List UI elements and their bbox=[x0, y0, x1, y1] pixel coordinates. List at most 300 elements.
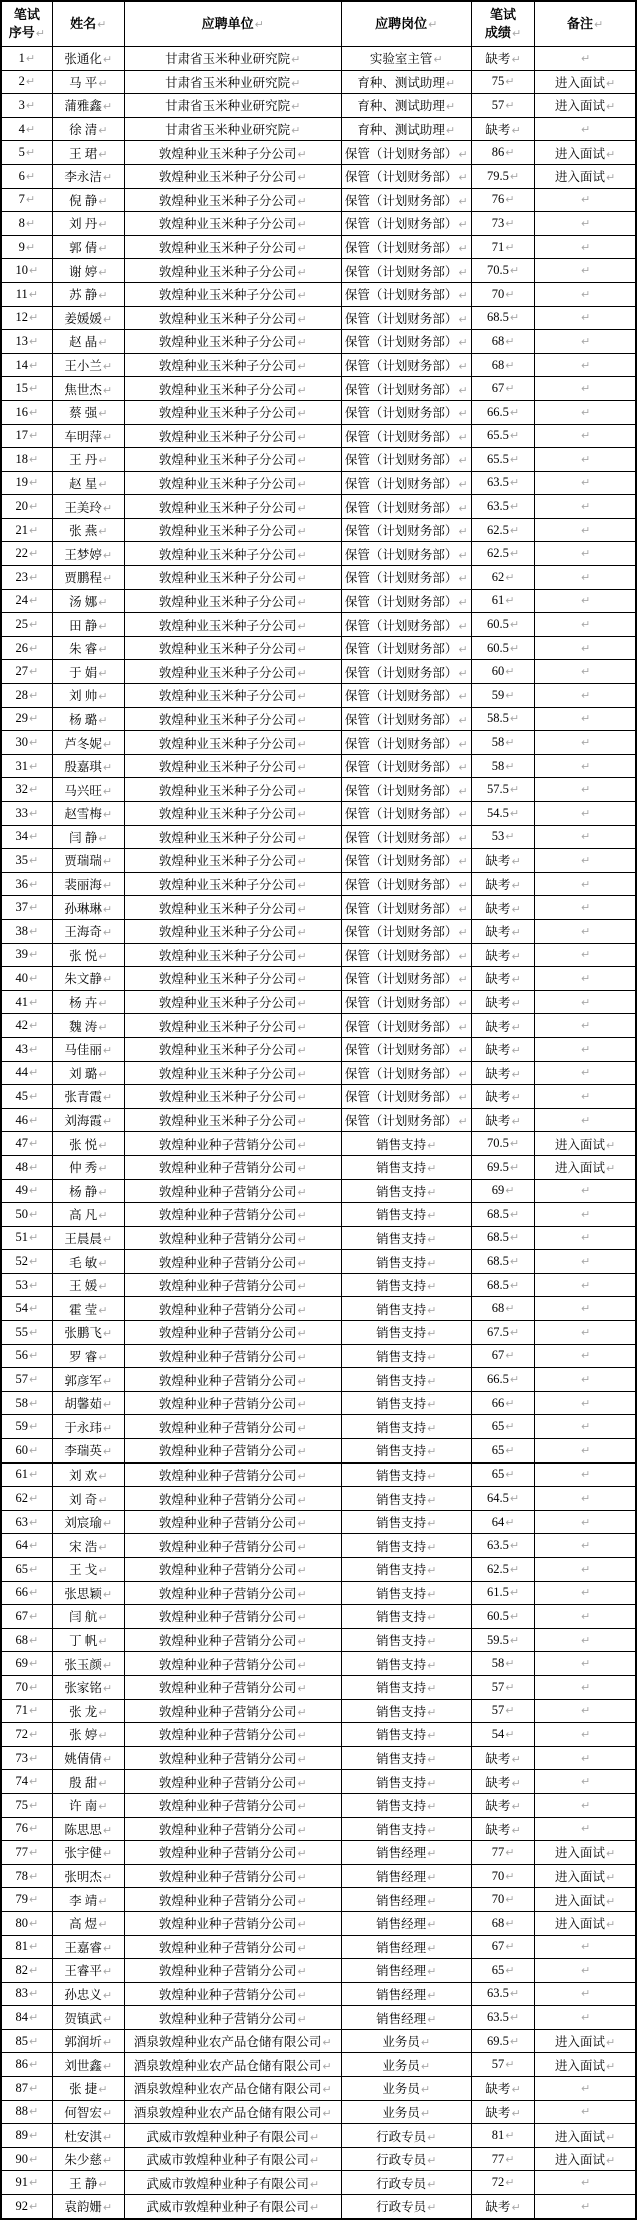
cell-position-text: 保管（计划财务部） bbox=[344, 760, 458, 775]
paragraph-mark-icon: ↵ bbox=[297, 336, 307, 350]
cell-name bbox=[52, 1675, 124, 1699]
paragraph-mark-icon: ↵ bbox=[427, 1398, 437, 1412]
cell-name bbox=[52, 778, 124, 802]
cell-name-text: 芦冬妮 bbox=[64, 736, 102, 751]
cell-name-text: 田 静 bbox=[69, 618, 98, 633]
cell-score-text: 63.5 bbox=[487, 2010, 509, 2025]
table-row bbox=[1, 306, 636, 330]
paragraph-mark-icon: ↵ bbox=[580, 1704, 591, 1718]
paragraph-mark-icon: ↵ bbox=[98, 997, 108, 1011]
cell-position bbox=[341, 1770, 471, 1794]
cell-name bbox=[52, 1652, 124, 1676]
paragraph-mark-icon: ↵ bbox=[505, 1893, 515, 1907]
cell-unit bbox=[124, 47, 341, 71]
paragraph-mark-icon: ↵ bbox=[98, 713, 108, 727]
cell-position-text: 销售支持 bbox=[376, 1231, 427, 1246]
paragraph-mark-icon: ↵ bbox=[297, 619, 307, 633]
paragraph-mark-icon: ↵ bbox=[509, 1586, 520, 1600]
cell-unit-text: 敦煌种业种子营销分公司 bbox=[158, 1634, 297, 1649]
cell-score-text: 缺考 bbox=[485, 1775, 511, 1790]
cell-position-text: 保管（计划财务部） bbox=[344, 359, 458, 374]
cell-exam-no-text: 21 bbox=[15, 522, 28, 537]
paragraph-mark-icon: ↵ bbox=[98, 1918, 108, 1932]
paragraph-mark-icon: ↵ bbox=[458, 1091, 468, 1105]
cell-name-text: 张 悦 bbox=[69, 948, 98, 963]
table-row bbox=[1, 1581, 636, 1605]
cell-name bbox=[52, 1959, 124, 1983]
cell-unit-text: 敦煌种业种子营销分公司 bbox=[158, 1870, 297, 1885]
cell-unit-text: 敦煌种业种子营销分公司 bbox=[158, 1184, 297, 1199]
cell-score-text: 57 bbox=[491, 97, 505, 112]
cell-remark bbox=[535, 47, 636, 71]
cell-exam-no bbox=[1, 943, 52, 967]
cell-unit bbox=[124, 1132, 341, 1156]
table-row bbox=[1, 566, 636, 590]
cell-position bbox=[341, 1463, 471, 1487]
cell-position-text: 保管（计划财务部） bbox=[344, 429, 458, 444]
cell-exam-no bbox=[1, 259, 52, 283]
cell-exam-no-text: 42 bbox=[15, 1018, 28, 1033]
cell-exam-no-text: 48 bbox=[15, 1159, 28, 1174]
paragraph-mark-icon: ↵ bbox=[98, 1729, 108, 1743]
table-row bbox=[1, 1226, 636, 1250]
cell-remark-text: 进入面试 bbox=[554, 1870, 605, 1885]
paragraph-mark-icon: ↵ bbox=[427, 1682, 437, 1696]
cell-name bbox=[52, 1037, 124, 1061]
cell-exam-no-text: 59 bbox=[15, 1419, 28, 1434]
paragraph-mark-icon: ↵ bbox=[102, 100, 113, 114]
paragraph-mark-icon: ↵ bbox=[297, 1918, 307, 1932]
cell-score-text: 缺考 bbox=[485, 1090, 511, 1105]
cell-unit-text: 敦煌种业玉米种子分公司 bbox=[158, 760, 297, 775]
cell-score bbox=[471, 1558, 534, 1582]
cell-exam-no-text: 72 bbox=[15, 1726, 28, 1741]
cell-score-text: 58.5 bbox=[487, 711, 509, 726]
paragraph-mark-icon: ↵ bbox=[580, 1278, 591, 1292]
cell-exam-no-text: 85 bbox=[15, 2033, 28, 2048]
cell-remark-text: 进入面试 bbox=[554, 1893, 605, 1908]
paragraph-mark-icon: ↵ bbox=[297, 1564, 307, 1578]
paragraph-mark-icon: ↵ bbox=[297, 147, 307, 161]
cell-exam-no bbox=[1, 47, 52, 71]
cell-exam-no bbox=[1, 1935, 52, 1959]
paragraph-mark-icon: ↵ bbox=[98, 1800, 108, 1814]
paragraph-mark-icon: ↵ bbox=[427, 1988, 437, 2002]
cell-score-text: 81 bbox=[491, 2128, 505, 2143]
cell-unit bbox=[124, 471, 341, 495]
cell-position bbox=[341, 495, 471, 519]
cell-score bbox=[471, 2077, 534, 2101]
cell-exam-no bbox=[1, 1487, 52, 1511]
paragraph-mark-icon: ↵ bbox=[297, 1044, 307, 1058]
paragraph-mark-icon: ↵ bbox=[427, 1918, 437, 1932]
table-row bbox=[1, 94, 636, 118]
paragraph-mark-icon: ↵ bbox=[427, 1445, 437, 1459]
cell-name bbox=[52, 1723, 124, 1747]
paragraph-mark-icon: ↵ bbox=[297, 360, 307, 374]
cell-unit-text: 敦煌种业种子营销分公司 bbox=[158, 1846, 297, 1861]
cell-position-text: 行政专员 bbox=[376, 2129, 427, 2144]
cell-score bbox=[471, 1061, 534, 1085]
paragraph-mark-icon: ↵ bbox=[297, 454, 307, 468]
cell-unit-text: 甘肃省玉米种业研究院 bbox=[165, 123, 291, 138]
paragraph-mark-icon: ↵ bbox=[98, 1635, 108, 1649]
paragraph-mark-icon: ↵ bbox=[509, 1633, 520, 1647]
cell-remark bbox=[535, 1368, 636, 1392]
paragraph-mark-icon: ↵ bbox=[28, 547, 39, 561]
table-row bbox=[1, 2195, 636, 2219]
cell-score bbox=[471, 919, 534, 943]
paragraph-mark-icon: ↵ bbox=[580, 853, 591, 867]
cell-position-text: 保管（计划财务部） bbox=[344, 547, 458, 562]
paragraph-mark-icon: ↵ bbox=[28, 429, 39, 443]
cell-remark bbox=[535, 1888, 636, 1912]
cell-remark bbox=[535, 990, 636, 1014]
cell-score-text: 缺考 bbox=[485, 1799, 511, 1814]
paragraph-mark-icon: ↵ bbox=[458, 1067, 468, 1081]
paragraph-mark-icon: ↵ bbox=[580, 1492, 591, 1506]
cell-exam-no bbox=[1, 2053, 52, 2077]
cell-score-text: 59 bbox=[491, 687, 505, 702]
cell-remark bbox=[535, 802, 636, 826]
cell-name bbox=[52, 400, 124, 424]
paragraph-mark-icon: ↵ bbox=[297, 902, 307, 916]
cell-score-text: 62.5 bbox=[487, 546, 509, 561]
paragraph-mark-icon: ↵ bbox=[458, 595, 468, 609]
cell-position bbox=[341, 707, 471, 731]
paragraph-mark-icon: ↵ bbox=[580, 1255, 591, 1269]
cell-exam-no bbox=[1, 1415, 52, 1439]
cell-score bbox=[471, 1273, 534, 1297]
cell-unit bbox=[124, 566, 341, 590]
cell-name-text: 张家铭 bbox=[64, 1681, 102, 1696]
paragraph-mark-icon: ↵ bbox=[605, 1918, 616, 1932]
cell-position-text: 销售支持 bbox=[376, 1775, 427, 1790]
paragraph-mark-icon: ↵ bbox=[605, 2036, 616, 2050]
cell-unit bbox=[124, 1250, 341, 1274]
paragraph-mark-icon: ↵ bbox=[297, 312, 307, 326]
cell-name bbox=[52, 542, 124, 566]
paragraph-mark-icon: ↵ bbox=[25, 75, 36, 89]
cell-remark bbox=[535, 1463, 636, 1487]
paragraph-mark-icon: ↵ bbox=[297, 1682, 307, 1696]
paragraph-mark-icon: ↵ bbox=[102, 2154, 113, 2168]
cell-exam-no-text: 65 bbox=[15, 1561, 28, 1576]
cell-score-text: 66.5 bbox=[487, 404, 509, 419]
paragraph-mark-icon: ↵ bbox=[297, 1800, 307, 1814]
paragraph-mark-icon: ↵ bbox=[420, 2036, 431, 2050]
cell-unit-text: 敦煌种业玉米种子分公司 bbox=[158, 453, 297, 468]
cell-exam-no-text: 27 bbox=[15, 664, 28, 679]
cell-remark bbox=[535, 141, 636, 165]
paragraph-mark-icon: ↵ bbox=[291, 100, 301, 114]
paragraph-mark-icon: ↵ bbox=[28, 1633, 39, 1647]
paragraph-mark-icon: ↵ bbox=[28, 783, 39, 797]
cell-unit bbox=[124, 754, 341, 778]
cell-unit-text: 敦煌种业玉米种子分公司 bbox=[158, 288, 297, 303]
cell-score-text: 77 bbox=[491, 2151, 505, 2166]
paragraph-mark-icon: ↵ bbox=[102, 1941, 113, 1955]
paragraph-mark-icon: ↵ bbox=[593, 17, 604, 31]
cell-unit-text: 酒泉敦煌种业农产品仓储有限公司 bbox=[133, 2105, 322, 2120]
cell-remark bbox=[535, 1391, 636, 1415]
cell-exam-no-text: 79 bbox=[15, 1892, 28, 1907]
paragraph-mark-icon: ↵ bbox=[322, 2036, 332, 2050]
paragraph-mark-icon: ↵ bbox=[580, 1633, 591, 1647]
cell-name bbox=[52, 1179, 124, 1203]
cell-exam-no-text: 74 bbox=[15, 1774, 28, 1789]
table-row bbox=[1, 1628, 636, 1652]
cell-score-text: 76 bbox=[491, 192, 505, 207]
paragraph-mark-icon: ↵ bbox=[605, 1162, 616, 1176]
cell-name-text: 王海奇 bbox=[64, 925, 102, 940]
cell-score-text: 70 bbox=[491, 1868, 505, 1883]
cell-name-text: 郭润圻 bbox=[64, 2035, 102, 2050]
cell-name bbox=[52, 330, 124, 354]
cell-name-text: 王美玲 bbox=[64, 500, 102, 515]
cell-score bbox=[471, 990, 534, 1014]
paragraph-mark-icon: ↵ bbox=[509, 1325, 520, 1339]
cell-position bbox=[341, 1699, 471, 1723]
cell-name bbox=[52, 1439, 124, 1463]
paragraph-mark-icon: ↵ bbox=[458, 997, 468, 1011]
cell-position bbox=[341, 1888, 471, 1912]
paragraph-mark-icon: ↵ bbox=[297, 289, 307, 303]
paragraph-mark-icon: ↵ bbox=[297, 548, 307, 562]
cell-exam-no-text: 8 bbox=[18, 215, 25, 230]
cell-remark bbox=[535, 1723, 636, 1747]
paragraph-mark-icon: ↵ bbox=[580, 2199, 591, 2213]
paragraph-mark-icon: ↵ bbox=[580, 264, 591, 278]
cell-remark bbox=[535, 1770, 636, 1794]
cell-score bbox=[471, 1959, 534, 1983]
header-label: 笔试 bbox=[13, 6, 40, 22]
paragraph-mark-icon: ↵ bbox=[28, 1207, 39, 1221]
cell-exam-no bbox=[1, 1344, 52, 1368]
paragraph-mark-icon: ↵ bbox=[580, 1775, 591, 1789]
cell-position-text: 保管（计划财务部） bbox=[344, 335, 458, 350]
table-row bbox=[1, 1510, 636, 1534]
table-row bbox=[1, 1982, 636, 2006]
cell-position-text: 销售支持 bbox=[376, 1161, 427, 1176]
cell-remark bbox=[535, 1864, 636, 1888]
paragraph-mark-icon: ↵ bbox=[98, 1162, 108, 1176]
cell-unit-text: 甘肃省玉米种业研究院 bbox=[165, 99, 291, 114]
cell-score bbox=[471, 1226, 534, 1250]
paragraph-mark-icon: ↵ bbox=[509, 618, 520, 632]
paragraph-mark-icon: ↵ bbox=[433, 53, 443, 67]
paragraph-mark-icon: ↵ bbox=[580, 523, 591, 537]
cell-position-text: 保管（计划财务部） bbox=[344, 830, 458, 845]
cell-position bbox=[341, 872, 471, 896]
paragraph-mark-icon: ↵ bbox=[580, 1443, 591, 1457]
cell-unit bbox=[124, 2053, 341, 2077]
cell-remark bbox=[535, 2124, 636, 2148]
cell-remark bbox=[535, 636, 636, 660]
paragraph-mark-icon: ↵ bbox=[580, 1940, 591, 1954]
cell-remark bbox=[535, 1344, 636, 1368]
paragraph-mark-icon: ↵ bbox=[580, 1609, 591, 1623]
cell-name-text: 朱文静 bbox=[64, 972, 102, 987]
paragraph-mark-icon: ↵ bbox=[297, 1871, 307, 1885]
cell-position bbox=[341, 967, 471, 991]
cell-remark bbox=[535, 896, 636, 920]
paragraph-mark-icon: ↵ bbox=[102, 761, 113, 775]
paragraph-mark-icon: ↵ bbox=[580, 1751, 591, 1765]
paragraph-mark-icon: ↵ bbox=[28, 382, 39, 396]
cell-score bbox=[471, 1085, 534, 1109]
paragraph-mark-icon: ↵ bbox=[427, 1469, 437, 1483]
cell-exam-no bbox=[1, 94, 52, 118]
cell-position bbox=[341, 2053, 471, 2077]
cell-score bbox=[471, 1723, 534, 1747]
table-row bbox=[1, 1888, 636, 1912]
cell-unit-text: 敦煌种业玉米种子分公司 bbox=[158, 429, 297, 444]
table-row bbox=[1, 589, 636, 613]
cell-name bbox=[52, 872, 124, 896]
paragraph-mark-icon: ↵ bbox=[28, 618, 39, 632]
cell-name bbox=[52, 1628, 124, 1652]
cell-unit-text: 敦煌种业种子营销分公司 bbox=[158, 1137, 297, 1152]
cell-unit bbox=[124, 1581, 341, 1605]
paragraph-mark-icon: ↵ bbox=[458, 666, 468, 680]
cell-score bbox=[471, 2195, 534, 2219]
paragraph-mark-icon: ↵ bbox=[505, 75, 515, 89]
cell-name-text: 姚倩倩 bbox=[64, 1752, 102, 1767]
cell-score bbox=[471, 1534, 534, 1558]
cell-name-text: 王 珺 bbox=[69, 146, 98, 161]
cell-exam-no bbox=[1, 70, 52, 94]
header-cell-name bbox=[52, 1, 124, 47]
paragraph-mark-icon: ↵ bbox=[580, 688, 591, 702]
cell-unit bbox=[124, 1864, 341, 1888]
paragraph-mark-icon: ↵ bbox=[297, 1280, 307, 1294]
paragraph-mark-icon: ↵ bbox=[297, 242, 307, 256]
paragraph-mark-icon: ↵ bbox=[102, 1847, 113, 1861]
cell-remark bbox=[535, 1628, 636, 1652]
cell-score bbox=[471, 849, 534, 873]
paragraph-mark-icon: ↵ bbox=[28, 1987, 39, 2001]
cell-unit-text: 敦煌种业玉米种子分公司 bbox=[158, 712, 297, 727]
cell-exam-no-text: 83 bbox=[15, 1986, 28, 2001]
cell-unit-text: 敦煌种业种子营销分公司 bbox=[158, 1610, 297, 1625]
cell-score-text: 75 bbox=[491, 74, 505, 89]
cell-unit bbox=[124, 825, 341, 849]
cell-position-text: 销售支持 bbox=[376, 1492, 427, 1507]
cell-remark bbox=[535, 400, 636, 424]
cell-position-text: 销售支持 bbox=[376, 1397, 427, 1412]
paragraph-mark-icon: ↵ bbox=[28, 2011, 39, 2025]
paragraph-mark-icon: ↵ bbox=[98, 666, 108, 680]
cell-name-text: 杨 卉 bbox=[69, 996, 98, 1011]
cell-position bbox=[341, 943, 471, 967]
paragraph-mark-icon: ↵ bbox=[427, 1847, 437, 1861]
table-row bbox=[1, 2006, 636, 2030]
table-row bbox=[1, 377, 636, 401]
paragraph-mark-icon: ↵ bbox=[297, 1753, 307, 1767]
cell-exam-no-text: 18 bbox=[15, 451, 28, 466]
cell-score-text: 缺考 bbox=[485, 854, 511, 869]
cell-exam-no bbox=[1, 1911, 52, 1935]
paragraph-mark-icon: ↵ bbox=[98, 336, 108, 350]
cell-name bbox=[52, 849, 124, 873]
cell-exam-no-text: 13 bbox=[15, 333, 28, 348]
cell-exam-no bbox=[1, 566, 52, 590]
paragraph-mark-icon: ↵ bbox=[420, 2083, 431, 2097]
cell-name bbox=[52, 212, 124, 236]
cell-name-text: 姜媛媛 bbox=[64, 311, 102, 326]
table-row bbox=[1, 684, 636, 708]
cell-position bbox=[341, 164, 471, 188]
paragraph-mark-icon: ↵ bbox=[25, 98, 36, 112]
cell-name bbox=[52, 353, 124, 377]
paragraph-mark-icon: ↵ bbox=[580, 476, 591, 490]
cell-position-text: 保管（计划财务部） bbox=[344, 665, 458, 680]
paragraph-mark-icon: ↵ bbox=[28, 1184, 39, 1198]
paragraph-mark-icon: ↵ bbox=[580, 877, 591, 891]
paragraph-mark-icon: ↵ bbox=[297, 1138, 307, 1152]
cell-name-text: 丁 帆 bbox=[69, 1634, 98, 1649]
paragraph-mark-icon: ↵ bbox=[580, 122, 591, 136]
table-row bbox=[1, 919, 636, 943]
cell-exam-no bbox=[1, 330, 52, 354]
cell-remark bbox=[535, 1226, 636, 1250]
cell-exam-no-text: 88 bbox=[15, 2104, 28, 2119]
cell-remark-text: 进入面试 bbox=[554, 2058, 605, 2073]
paragraph-mark-icon: ↵ bbox=[458, 430, 468, 444]
paragraph-mark-icon: ↵ bbox=[28, 2081, 39, 2095]
paragraph-mark-icon: ↵ bbox=[309, 2177, 320, 2191]
paragraph-mark-icon: ↵ bbox=[509, 264, 520, 278]
paragraph-mark-icon: ↵ bbox=[297, 407, 307, 421]
cell-name bbox=[52, 943, 124, 967]
cell-unit bbox=[124, 117, 341, 141]
paragraph-mark-icon: ↵ bbox=[297, 1350, 307, 1364]
paragraph-mark-icon: ↵ bbox=[28, 1845, 39, 1859]
paragraph-mark-icon: ↵ bbox=[98, 1564, 108, 1578]
cell-position bbox=[341, 1439, 471, 1463]
cell-exam-no bbox=[1, 1793, 52, 1817]
cell-exam-no bbox=[1, 1864, 52, 1888]
cell-remark-text: 进入面试 bbox=[554, 170, 605, 185]
cell-remark bbox=[535, 872, 636, 896]
cell-unit bbox=[124, 1770, 341, 1794]
paragraph-mark-icon: ↵ bbox=[102, 1398, 113, 1412]
table-row bbox=[1, 448, 636, 472]
cell-exam-no bbox=[1, 1982, 52, 2006]
cell-exam-no-text: 56 bbox=[15, 1348, 28, 1363]
cell-unit-text: 敦煌种业玉米种子分公司 bbox=[158, 665, 297, 680]
cell-remark bbox=[535, 330, 636, 354]
cell-exam-no bbox=[1, 1155, 52, 1179]
cell-remark bbox=[535, 471, 636, 495]
cell-exam-no-text: 12 bbox=[15, 310, 28, 325]
paragraph-mark-icon: ↵ bbox=[605, 2154, 616, 2168]
paragraph-mark-icon: ↵ bbox=[509, 500, 520, 514]
cell-name bbox=[52, 1911, 124, 1935]
cell-name bbox=[52, 306, 124, 330]
cell-exam-no-text: 46 bbox=[15, 1112, 28, 1127]
cell-position-text: 保管（计划财务部） bbox=[344, 264, 458, 279]
cell-name bbox=[52, 1203, 124, 1227]
cell-position-text: 销售支持 bbox=[376, 1184, 427, 1199]
paragraph-mark-icon: ↵ bbox=[102, 1374, 113, 1388]
paragraph-mark-icon: ↵ bbox=[458, 690, 468, 704]
paragraph-mark-icon: ↵ bbox=[28, 712, 39, 726]
cell-unit-text: 敦煌种业种子营销分公司 bbox=[158, 1799, 297, 1814]
table-row bbox=[1, 282, 636, 306]
paragraph-mark-icon: ↵ bbox=[580, 830, 591, 844]
